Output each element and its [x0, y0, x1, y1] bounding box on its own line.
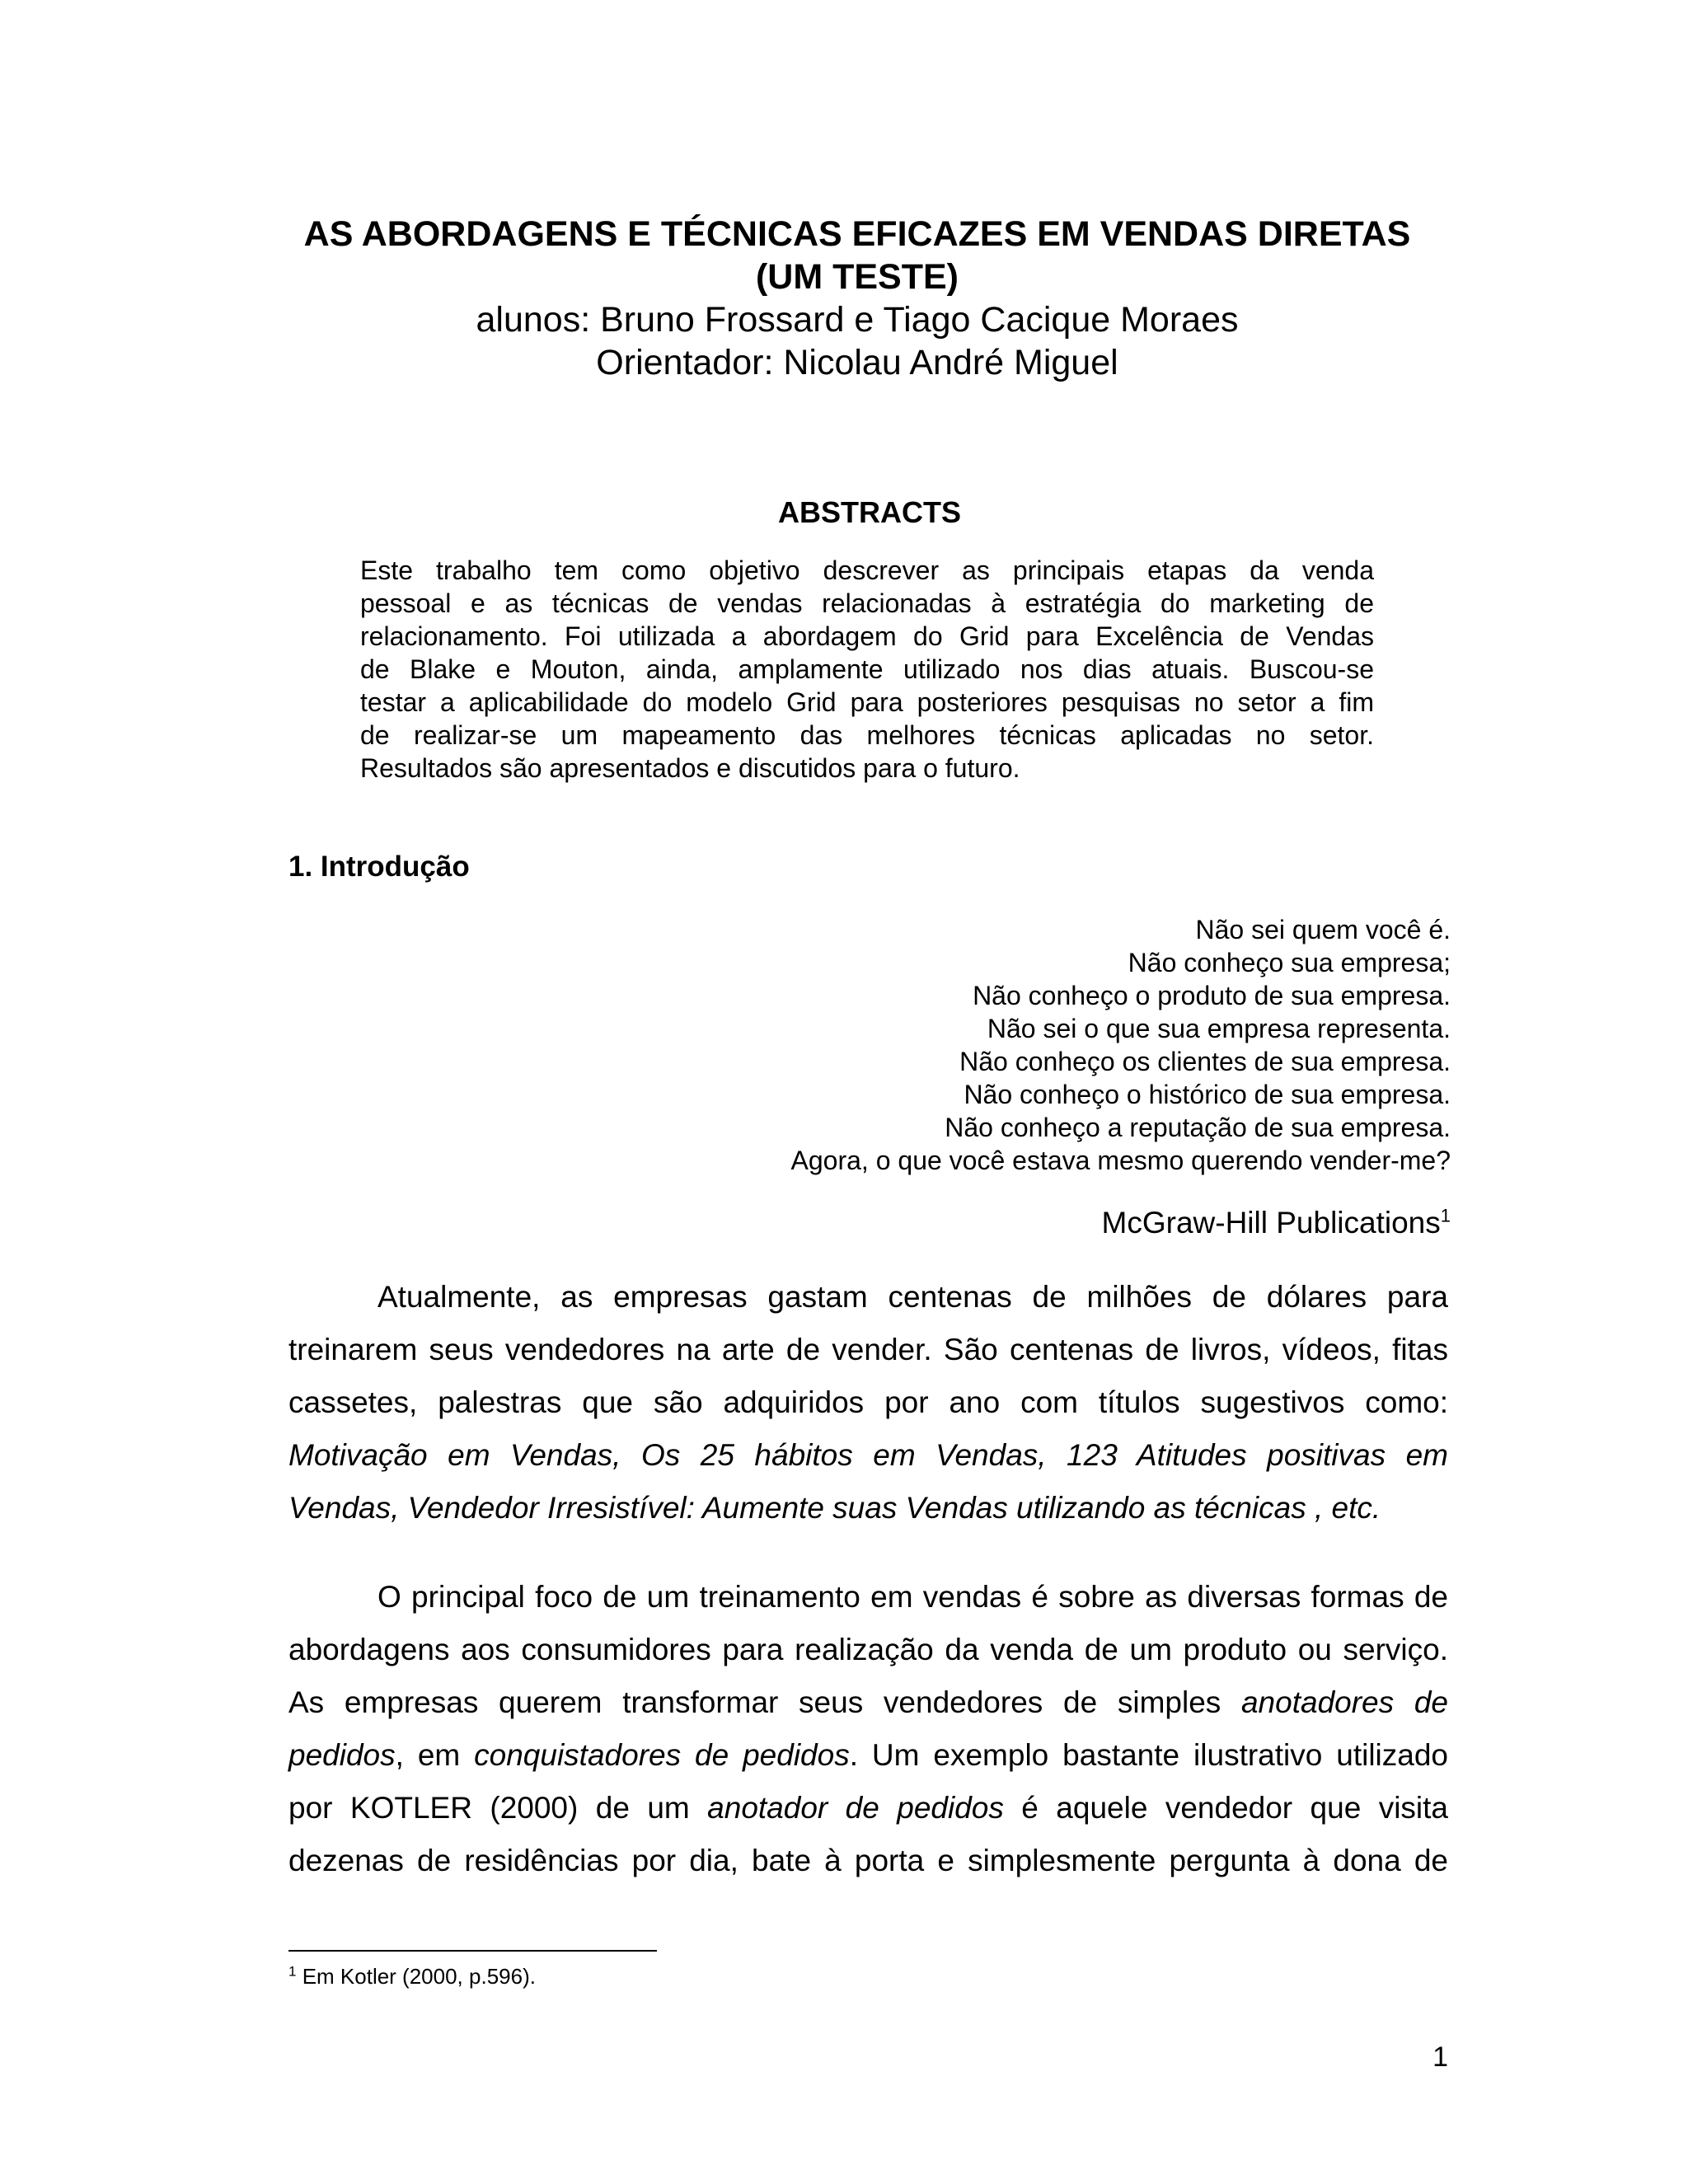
italic-term: anotadores de: [1240, 1685, 1448, 1719]
paragraph-line: abordagens aos consumidores para realização da venda de um produto ou serviço.: [288, 1633, 1448, 1666]
paragraph-line: Vendas, Vendedor Irresistível: Aumente suas Vendas utilizando as técnicas , etc.: [288, 1491, 1381, 1525]
paragraph-line: Atualmente, as empresas gastam centenas de milhões de dólares para: [377, 1280, 1448, 1314]
text-run: , em: [395, 1738, 475, 1772]
paragraph-line: treinarem seus vendedores na arte de vender. São centenas de livros, vídeos, fitas: [288, 1333, 1448, 1366]
paragraph-line: cassetes, palestras que são adquiridos por ano com títulos sugestivos como:: [288, 1385, 1448, 1419]
title-block: [280, 213, 1434, 384]
epigraph-line: Não conheço os clientes de sua empresa.: [959, 1047, 1451, 1076]
body-paragraph-1: [288, 1271, 1448, 1535]
abstract-body: [360, 554, 1374, 785]
body-paragraph-2: [288, 1571, 1448, 1887]
epigraph-source: [676, 1205, 1451, 1241]
epigraph-line: Agora, o que você estava mesmo querendo vender-me?: [790, 1146, 1451, 1175]
section-heading-introduction: 1. Introdução: [288, 851, 470, 883]
abstract-line: Este trabalho tem como objetivo descrever as principais etapas da venda: [360, 555, 1374, 585]
epigraph-line: Não conheço a reputação de sua empresa.: [945, 1113, 1451, 1142]
text-run: é aquele vendedor que visita: [1003, 1791, 1449, 1825]
italic-term: anotador de pedidos: [707, 1791, 1004, 1825]
paragraph-line: dezenas de residências por dia, bate à porta e simplesmente pergunta à dona de: [288, 1844, 1448, 1877]
footnote-separator: [288, 1950, 657, 1952]
abstract-line: de realizar-se um mapeamento das melhores técnicas aplicadas no setor.: [360, 720, 1374, 750]
abstract-heading: ABSTRACTS: [778, 495, 961, 529]
authors-line: alunos: Bruno Frossard e Tiago Cacique Moraes: [476, 300, 1239, 340]
advisor-line: Orientador: Nicolau André Miguel: [596, 343, 1118, 382]
abstract-line: pessoal e as técnicas de vendas relacionadas à estratégia do marketing de: [360, 588, 1374, 618]
paragraph-line: [288, 1782, 1448, 1835]
paragraph-line: [288, 1729, 1448, 1782]
paper-title-line-1: AS ABORDAGENS E TÉCNICAS EFICAZES EM VENDAS DIRETAS: [303, 214, 1411, 254]
paragraph-line: [288, 1676, 1448, 1729]
epigraph-line: Não conheço o histórico de sua empresa.: [964, 1080, 1451, 1109]
epigraph-source-text: McGraw-Hill Publications: [1101, 1206, 1441, 1240]
footnote-reference-marker[interactable]: 1: [1440, 1205, 1451, 1226]
italic-term: pedidos: [288, 1738, 396, 1772]
italic-term: conquistadores de pedidos: [474, 1738, 850, 1772]
paragraph-line: O principal foco de um treinamento em vendas é sobre as diversas formas de: [377, 1580, 1448, 1614]
page-number: 1: [1432, 2041, 1448, 2073]
footnote: [288, 1960, 536, 1993]
epigraph-line: Não conheço sua empresa;: [1128, 948, 1451, 977]
epigraph-line: Não sei quem você é.: [1195, 915, 1451, 944]
abstract-line: Resultados são apresentados e discutidos para o futuro.: [360, 753, 1020, 783]
abstract-line: testar a aplicabilidade do modelo Grid para posteriores pesquisas no setor a fim: [360, 687, 1374, 717]
paper-title-line-2: (UM TESTE): [755, 257, 959, 297]
text-run: por KOTLER (2000) de um: [288, 1791, 708, 1825]
epigraph-line: Não conheço o produto de sua empresa.: [973, 981, 1451, 1010]
abstract-line: relacionamento. Foi utilizada a abordagem do Grid para Excelência de Vendas: [360, 621, 1374, 651]
abstract-line: de Blake e Mouton, ainda, amplamente utilizado nos dias atuais. Buscou-se: [360, 654, 1374, 684]
footnote-text: Em Kotler (2000, p.596).: [296, 1964, 536, 1989]
epigraph-line: Não sei o que sua empresa representa.: [987, 1014, 1451, 1043]
footnote-number: 1: [288, 1963, 297, 1980]
text-run: As empresas querem transformar seus vendedores de simples: [288, 1685, 1241, 1719]
paragraph-line: Motivação em Vendas, Os 25 hábitos em Vendas, 123 Atitudes positivas em: [288, 1438, 1448, 1472]
epigraph: [676, 913, 1451, 1177]
text-run: . Um exemplo bastante ilustrativo utilizado: [849, 1738, 1449, 1772]
